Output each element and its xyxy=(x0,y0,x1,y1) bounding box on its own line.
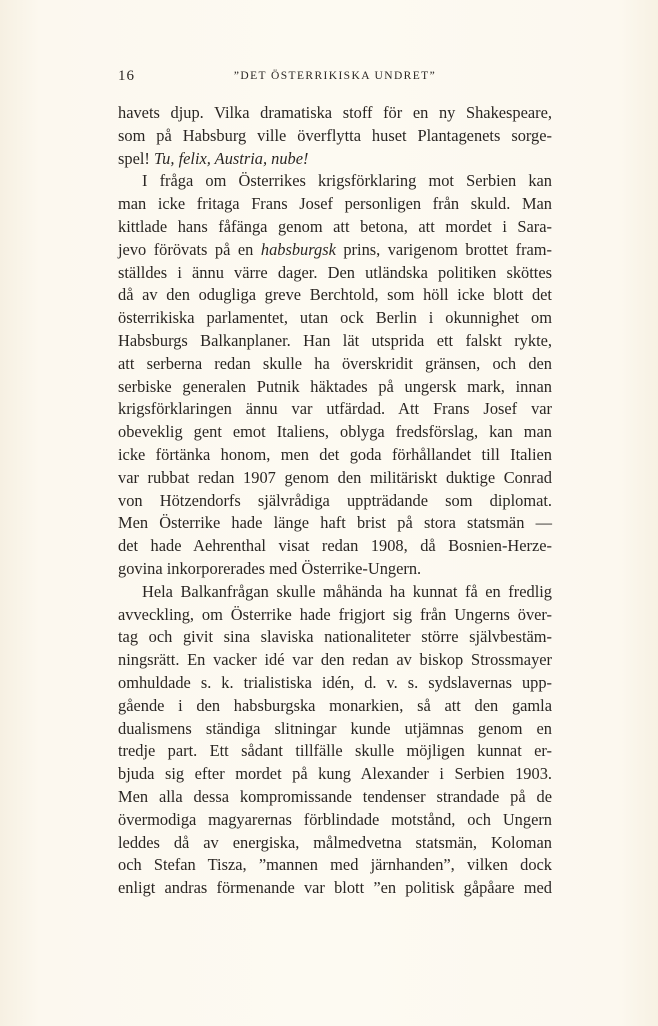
text-line: tredje part. Ett sådant tillfälle skulle möjligen kunnat er- xyxy=(118,741,552,761)
text-line: ställdes i ännu värre dager. Den utländska politiken sköttes xyxy=(118,262,552,282)
text-line: österrikiska parlamentet, utan ock Berlin i okunnighet om xyxy=(118,308,552,328)
text-line xyxy=(118,239,552,262)
page-header xyxy=(118,68,552,90)
running-title: ”DET ÖSTERRIKISKA UNDRET” xyxy=(233,70,437,82)
text-line: obeveklig gent emot Italiens, oblyga fredsförslag, kan man xyxy=(118,422,552,442)
page-number: 16 xyxy=(118,68,135,84)
text-line: då av den odugliga greve Berchtold, som höll icke blott det xyxy=(118,285,552,305)
text-line: avveckling, om Österrike hade frigjort sig från Ungerns över- xyxy=(118,604,552,624)
paragraph xyxy=(118,581,552,900)
text-line: ningsrätt. En vacker idé var den redan av biskop Strossmayer xyxy=(118,650,552,670)
text-line: icke förtänka honom, men det goda förhållandet till Italien xyxy=(118,444,552,464)
text-line: man icke fritaga Frans Josef personligen från skuld. Man xyxy=(118,194,552,214)
text-line: tag och givit sina slaviska nationaliteter större självbestäm- xyxy=(118,627,552,647)
text-line: omhuldade s. k. trialistiska idén, d. v. s. sydslavernas upp- xyxy=(118,672,552,692)
text-line: Habsburgs Balkanplaner. Han lät utsprida ett falskt rykte, xyxy=(118,330,552,350)
text-line: gående i den habsburgska monarkien, så att den gamla xyxy=(118,695,552,715)
text-line: leddes då av energiska, målmedvetna statsmän, Koloman xyxy=(118,832,552,852)
paragraph xyxy=(118,170,552,580)
text-line: bjuda sig efter mordet på kung Alexander i Serbien 1903. xyxy=(118,764,552,784)
text-run: prins, varigenom brottet fram- xyxy=(335,239,553,259)
text-line: serbiske generalen Putnik häktades på ungersk mark, innan xyxy=(118,376,552,396)
text-line: övermodiga magyarernas förblindade motstånd, och Ungern xyxy=(118,809,552,829)
paragraph xyxy=(118,102,552,170)
text-line: kittlade hans fåfänga genom att betona, att mordet i Sara- xyxy=(118,216,552,236)
text-line: Men alla dessa kompromissande tendenser strandade på de xyxy=(118,786,552,806)
text-run: spel! xyxy=(118,148,154,168)
text-line: det hade Aehrenthal visat redan 1908, då Bosnien-Herze- xyxy=(118,536,552,556)
text-line: Men Österrike hade länge haft brist på stora statsmän — xyxy=(118,513,552,533)
text-line: I fråga om Österrikes krigsförklaring mot Serbien kan xyxy=(142,171,552,191)
text-run: jevo förövats på en xyxy=(118,239,261,259)
text-line: dualismens ständiga slitningar kunde utjämnas genom en xyxy=(118,718,552,738)
text-line: krigsförklaringen ännu var utfärdad. Att Frans Josef var xyxy=(118,399,552,419)
text-line: och Stefan Tisza, ”mannen med järnhanden”, vilken dock xyxy=(118,855,552,875)
text-line: Hela Balkanfrågan skulle måhända ha kunnat få en fredlig xyxy=(142,581,552,601)
text-line xyxy=(118,148,552,171)
text-line: von Hötzendorfs självrådiga uppträdande som diplomat. xyxy=(118,490,552,510)
text-line: govina inkorporerades med Österrike-Ungern. xyxy=(118,558,422,578)
text-line: havets djup. Vilka dramatiska stoff för en ny Shakespeare, xyxy=(118,103,552,122)
body-text xyxy=(118,102,552,900)
text-line: var rubbat redan 1907 genom den militäriskt duktige Conrad xyxy=(118,467,552,487)
text-line: att serberna redan skulle ha överskridit gränsen, och den xyxy=(118,353,552,373)
text-line: som på Habsburg ville överflytta huset Plantagenets sorge- xyxy=(118,125,552,145)
italic-word: habsburgsk xyxy=(260,239,336,259)
text-line: enligt andras förmenande var blott ”en politisk gåpåare med xyxy=(118,878,552,898)
latin-motto: Tu, felix, Austria, nube! xyxy=(153,148,309,168)
